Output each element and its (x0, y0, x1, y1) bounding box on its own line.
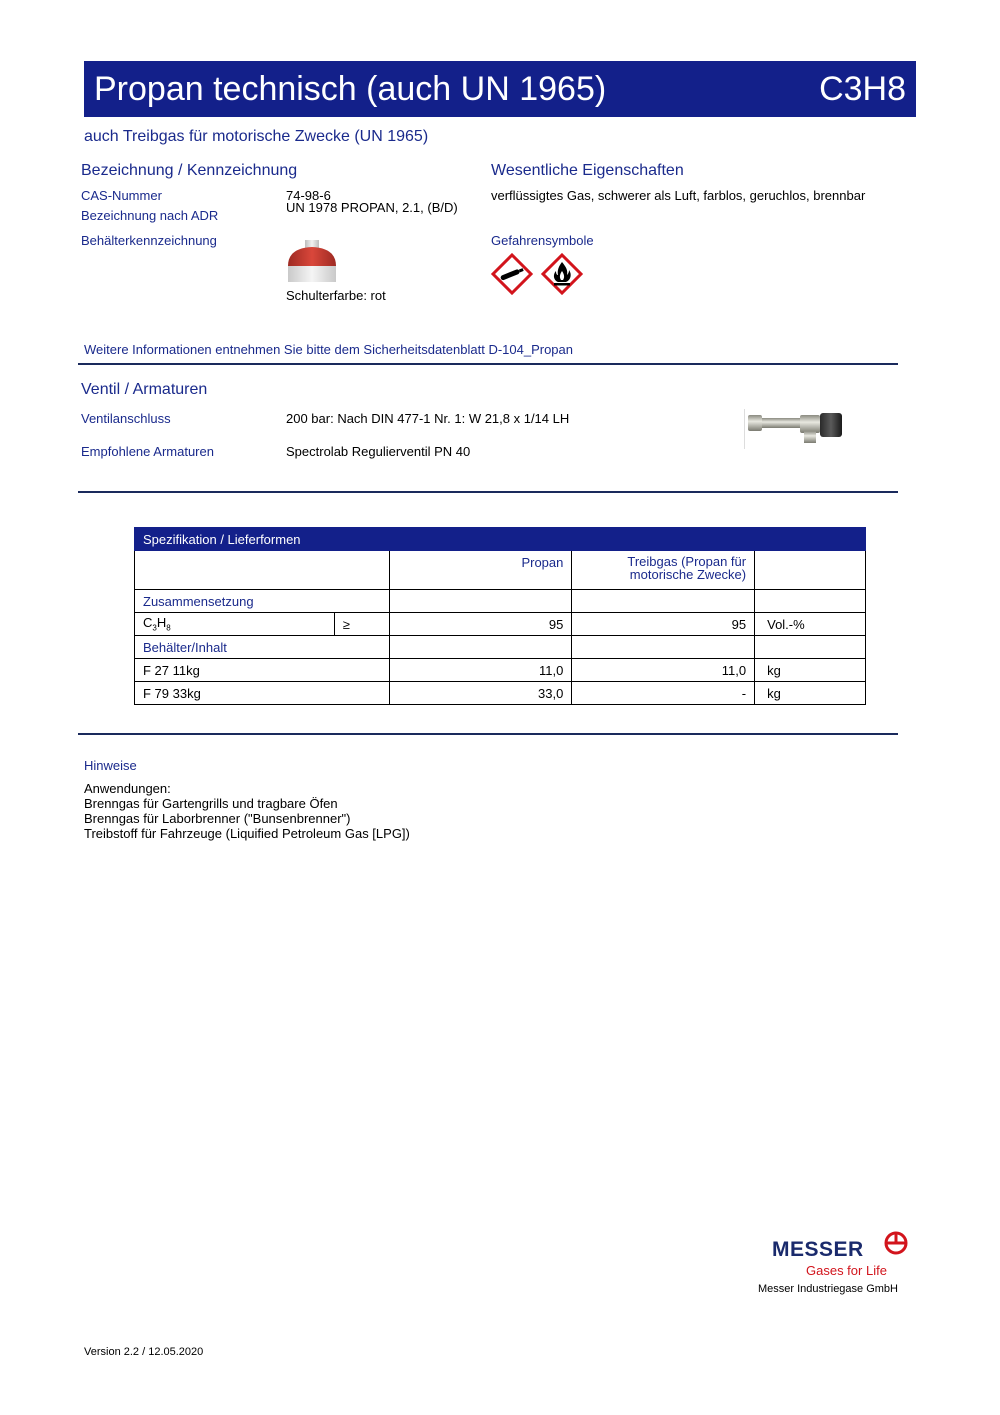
valve-connection-label: Ventilanschluss (81, 411, 171, 426)
unit: kg (755, 659, 866, 682)
notes-line: Brenngas für Gartengrills und tragbare Öfen (84, 796, 338, 811)
fittings-label: Empfohlene Armaturen (81, 444, 214, 459)
container-name: F 27 11kg (135, 659, 390, 682)
notes-line: Anwendungen: (84, 781, 171, 796)
product-title: Propan technisch (auch UN 1965) (94, 70, 607, 108)
notes-text (84, 781, 410, 841)
properties-heading: Wesentliche Eigenschaften (491, 162, 684, 179)
hazard-label: Gefahrensymbole (491, 233, 594, 248)
sds-note: Weitere Informationen entnehmen Sie bitte dem Sicherheitsdatenblatt D-104_Propan (84, 342, 573, 357)
treibgas-value: 95 (572, 613, 755, 636)
cas-value: 74-98-6 (286, 188, 331, 203)
divider (78, 733, 898, 735)
divider (78, 363, 898, 365)
container-name: F 79 33kg (135, 682, 390, 705)
treibgas-value: 11,0 (572, 659, 755, 682)
col-treibgas: Treibgas (Propan für motorische Zwecke) (572, 551, 755, 590)
flame-icon (541, 253, 583, 295)
cylinder-shoulder-icon (286, 240, 338, 282)
notes-line: Brenngas für Laborbrenner ("Bunsenbrenner") (84, 811, 351, 826)
table-row (135, 636, 866, 659)
component-name: $C_3H_8$ (135, 613, 335, 636)
cas-label: CAS-Nummer (81, 188, 162, 203)
composition-heading: Zusammensetzung (135, 590, 390, 613)
propan-value: 33,0 (389, 682, 572, 705)
fittings-value: Spectrolab Regulierventil PN 40 (286, 444, 471, 459)
company-name: Messer Industriegase GmbH (758, 1283, 898, 1295)
version-info: Version 2.2 / 12.05.2020 (84, 1346, 204, 1358)
messer-logo-icon (883, 1230, 909, 1256)
properties-text: verflüssigtes Gas, schwerer als Luft, farblos, geruchlos, brennbar (491, 188, 866, 203)
shoulder-color-text: Schulterfarbe: rot (286, 288, 386, 303)
table-row (135, 613, 866, 636)
spec-table-title: Spezifikation / Lieferformen (135, 528, 866, 551)
valve-connection-value: 200 bar: Nach DIN 477-1 Nr. 1: W 21,8 x 1/14 LH (286, 411, 570, 426)
notes-line: Treibstoff für Fahrzeuge (Liquified Petroleum Gas [LPG]) (84, 826, 410, 841)
adr-value: UN 1978 PROPAN, 2.1, (B/D) (286, 200, 458, 215)
table-column-header (135, 551, 866, 590)
col-propan: Propan (389, 551, 572, 590)
propan-value: 11,0 (389, 659, 572, 682)
component-operator: ≥ (334, 613, 389, 636)
divider (78, 491, 898, 493)
gas-cylinder-icon (491, 253, 533, 295)
table-header-bar (135, 528, 866, 551)
product-subtitle: auch Treibgas für motorische Zwecke (UN 1965) (84, 128, 429, 145)
treibgas-value: - (572, 682, 755, 705)
messer-logo-text: MESSER (772, 1238, 864, 1261)
unit: Vol.-% (755, 613, 866, 636)
logo-tagline: Gases for Life (806, 1263, 887, 1278)
unit: kg (755, 682, 866, 705)
propan-value: 95 (389, 613, 572, 636)
valve-image (744, 405, 846, 451)
identification-heading: Bezeichnung / Kennzeichnung (81, 162, 298, 179)
chemical-formula: C3H8 (819, 70, 906, 108)
adr-label: Bezeichnung nach ADR (81, 208, 219, 223)
valve-heading: Ventil / Armaturen (81, 381, 208, 398)
specification-table (134, 527, 866, 705)
container-label: Behälterkennzeichnung (81, 233, 217, 248)
table-row (135, 682, 866, 705)
notes-heading: Hinweise (84, 758, 137, 773)
table-row (135, 590, 866, 613)
table-row (135, 659, 866, 682)
container-heading: Behälter/Inhalt (135, 636, 390, 659)
